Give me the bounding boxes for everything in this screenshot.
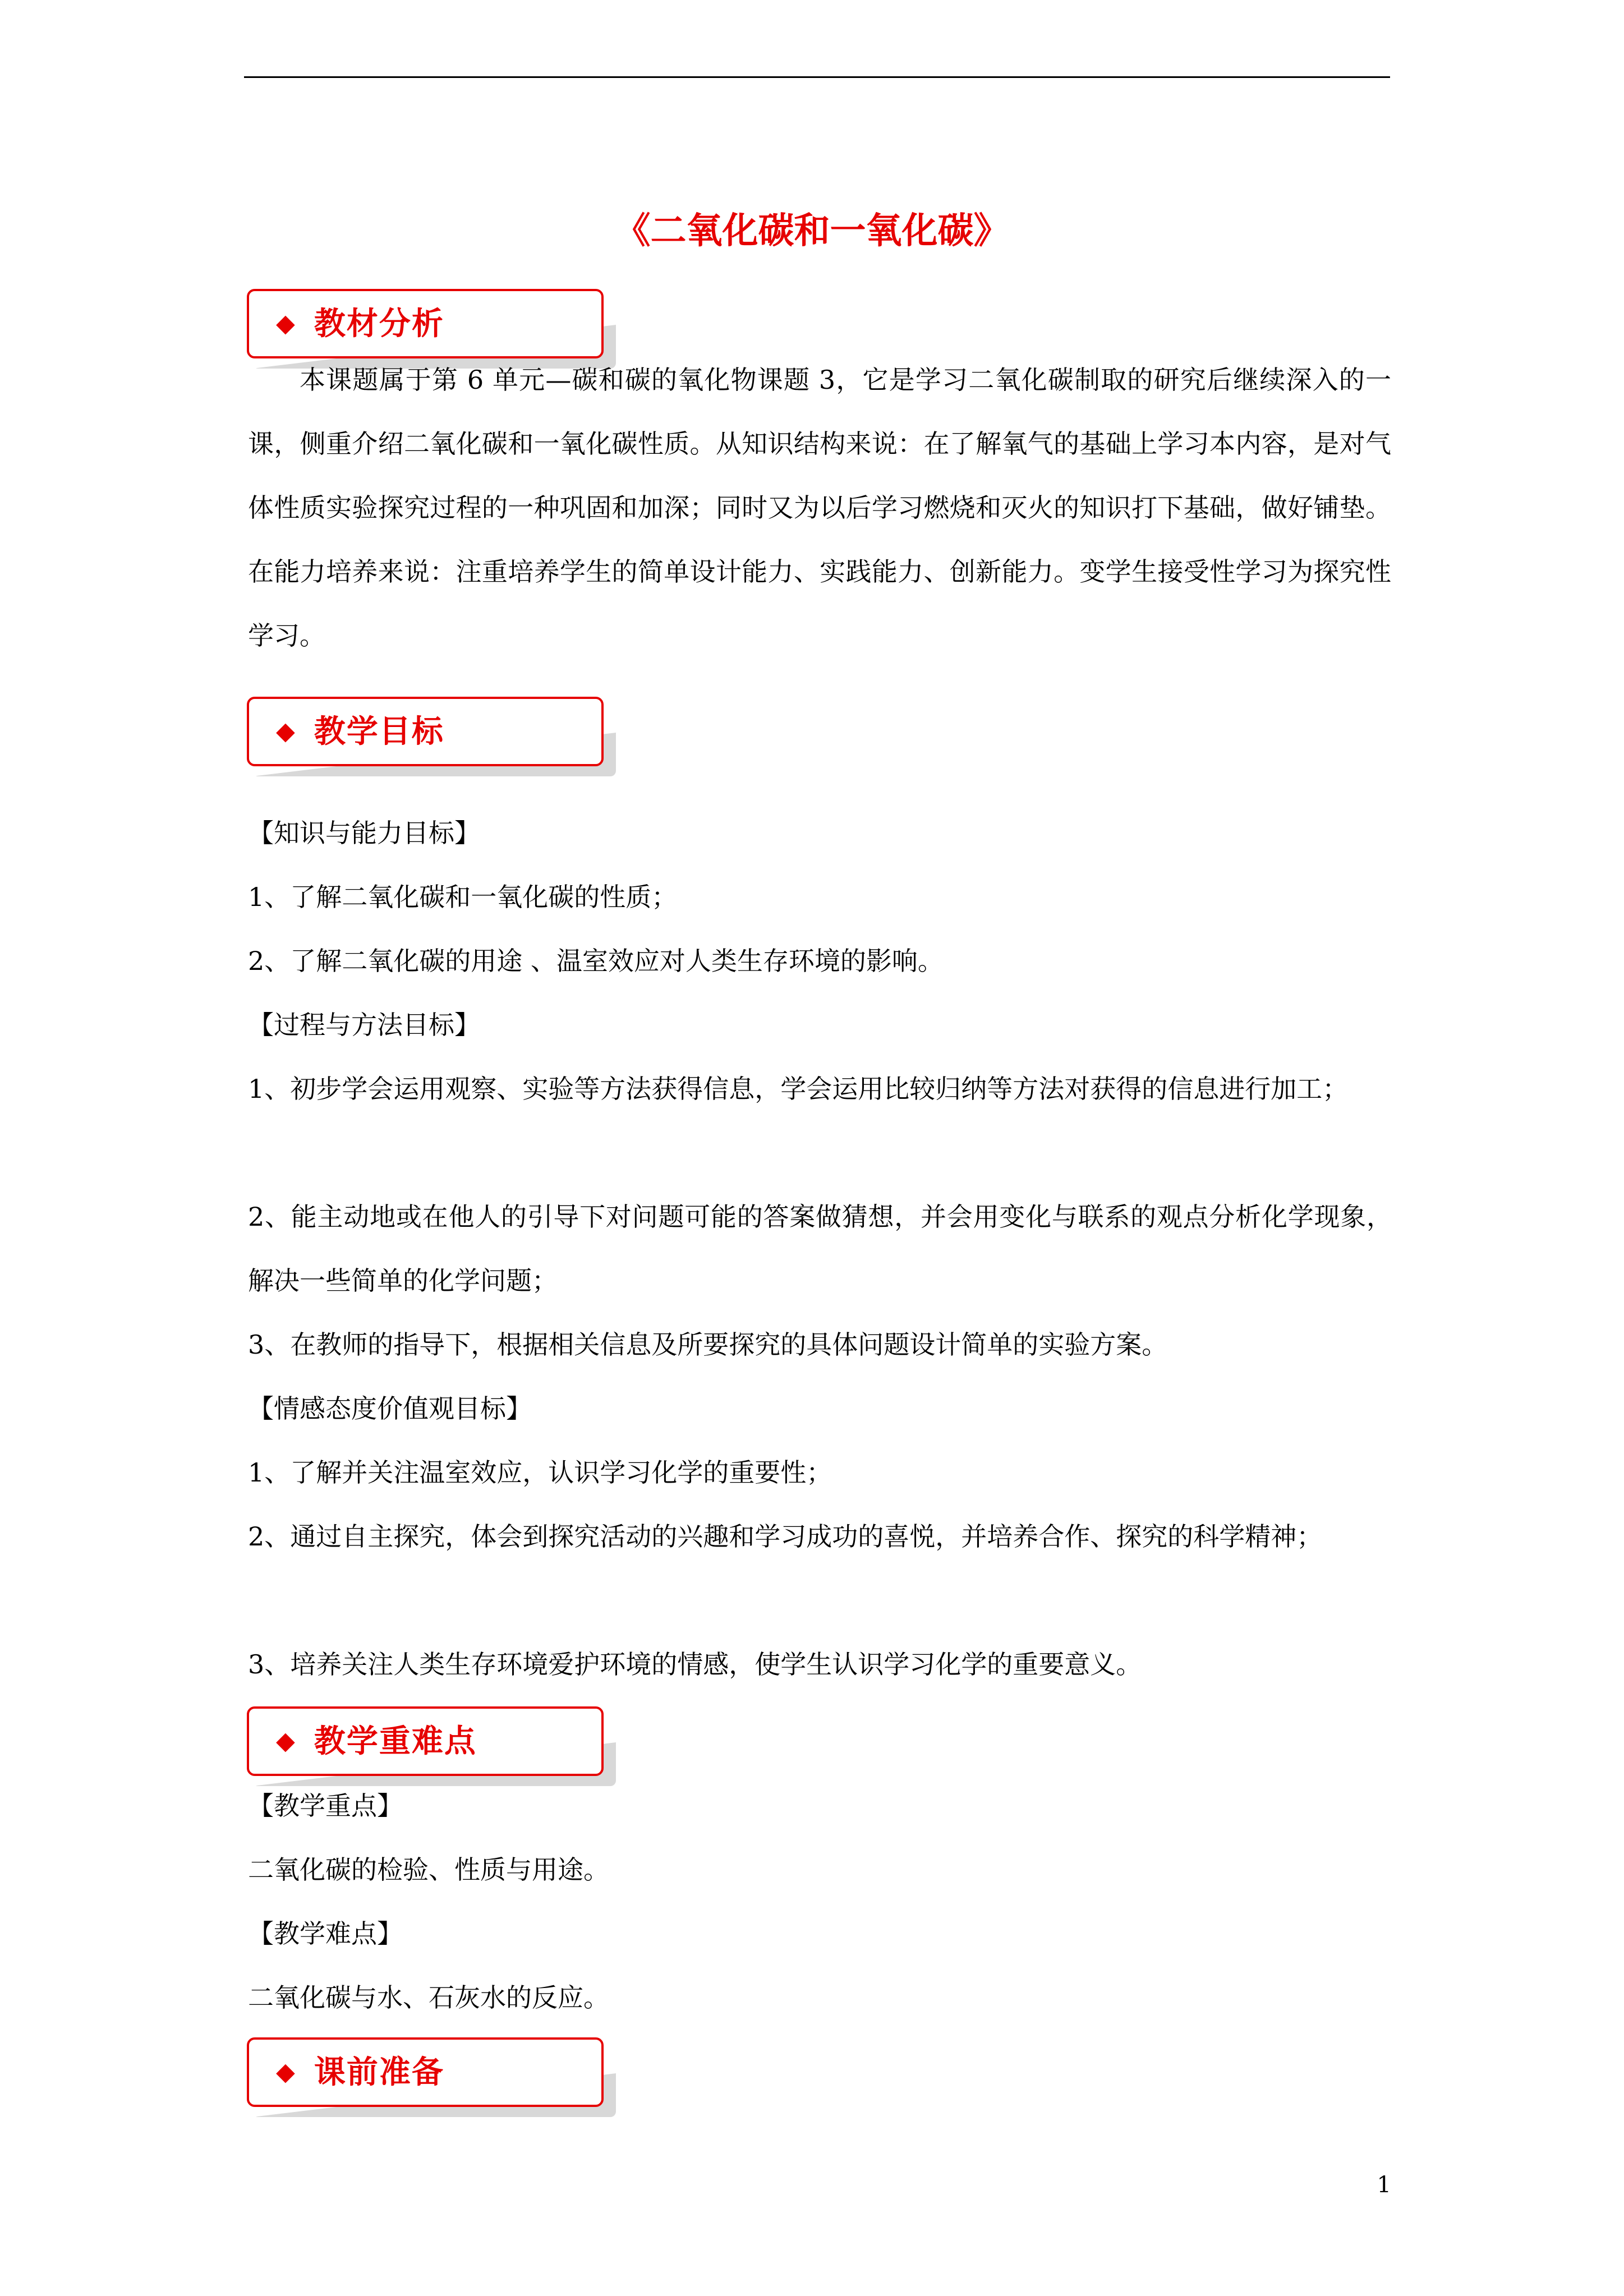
section-label: 教材分析 — [314, 305, 444, 342]
focus-heading: 【教学重点】 — [248, 1791, 403, 1821]
section-label: 教学重难点 — [314, 1723, 477, 1760]
page-number: 1 — [1377, 2172, 1391, 2198]
knowledge-heading: 【知识与能力目标】 — [248, 818, 480, 848]
emotion-item: 1、了解并关注温室效应，认识学习化学的重要性； — [248, 1457, 832, 1488]
process-item: 1、初步学会运用观察、实验等方法获得信息，学会运用比较归纳等方法对获得的信息进行加工； — [248, 1074, 1349, 1104]
diamond-bullet-icon: ◆ — [276, 2058, 295, 2086]
analysis-paragraph: 本课题属于第 6 单元—碳和碳的氧化物课题 3，它是学习二氧化碳制取的研究后继续深入的一课，侧重介绍二氧化碳和一氧化碳性质。从知识结构来说：在了解氧气的基础上学习本内容，是对气体性质实验探究过程的一种巩固和加深；同时又为以后学习燃烧和灭火的知识打下基础，做好铺垫。在能力培养来说：注重培养学生的简单设计能力、实践能力、创新能力。变学生接受性学习为探究性学习。 — [248, 365, 1391, 651]
difficulty-heading: 【教学难点】 — [248, 1918, 403, 1949]
heading-box — [247, 2037, 604, 2107]
heading-box — [247, 697, 604, 766]
section-label: 教学目标 — [314, 713, 444, 750]
diamond-bullet-icon: ◆ — [276, 717, 295, 746]
difficulty-text: 二氧化碳与水、石灰水的反应。 — [248, 1982, 609, 2013]
emotion-heading: 【情感态度价值观目标】 — [248, 1393, 532, 1424]
section-heading-objectives — [247, 697, 606, 769]
knowledge-item: 2、了解二氧化碳的用途 、温室效应对人类生存环境的影响。 — [248, 946, 944, 976]
header-rule — [244, 76, 1390, 78]
section-heading-preparation — [247, 2037, 606, 2109]
section-heading-key-points — [247, 1706, 606, 1778]
diamond-bullet-icon: ◆ — [276, 1727, 295, 1755]
emotion-item: 3、培养关注人类生存环境爱护环境的情感，使学生认识学习化学的重要意义。 — [248, 1649, 1142, 1680]
process-item: 3、在教师的指导下，根据相关信息及所要探究的具体问题设计简单的实验方案。 — [248, 1329, 1168, 1360]
process-heading: 【过程与方法目标】 — [248, 1010, 480, 1040]
focus-text: 二氧化碳的检验、性质与用途。 — [248, 1855, 609, 1885]
document-title: 《二氧化碳和一氧化碳》 — [614, 210, 1010, 252]
process-item: 2、能主动地或在他人的引导下对问题可能的答案做猜想，并会用变化与联系的观点分析化学现象，解决一些简单的化学问题； — [248, 1202, 1392, 1296]
emotion-item: 2、通过自主探究，体会到探究活动的兴趣和学习成功的喜悦，并培养合作、探究的科学精神； — [248, 1521, 1323, 1552]
heading-box — [247, 1706, 604, 1776]
knowledge-item: 1、了解二氧化碳和一氧化碳的性质； — [248, 882, 678, 912]
diamond-bullet-icon: ◆ — [276, 309, 295, 338]
section-label: 课前准备 — [314, 2054, 444, 2091]
